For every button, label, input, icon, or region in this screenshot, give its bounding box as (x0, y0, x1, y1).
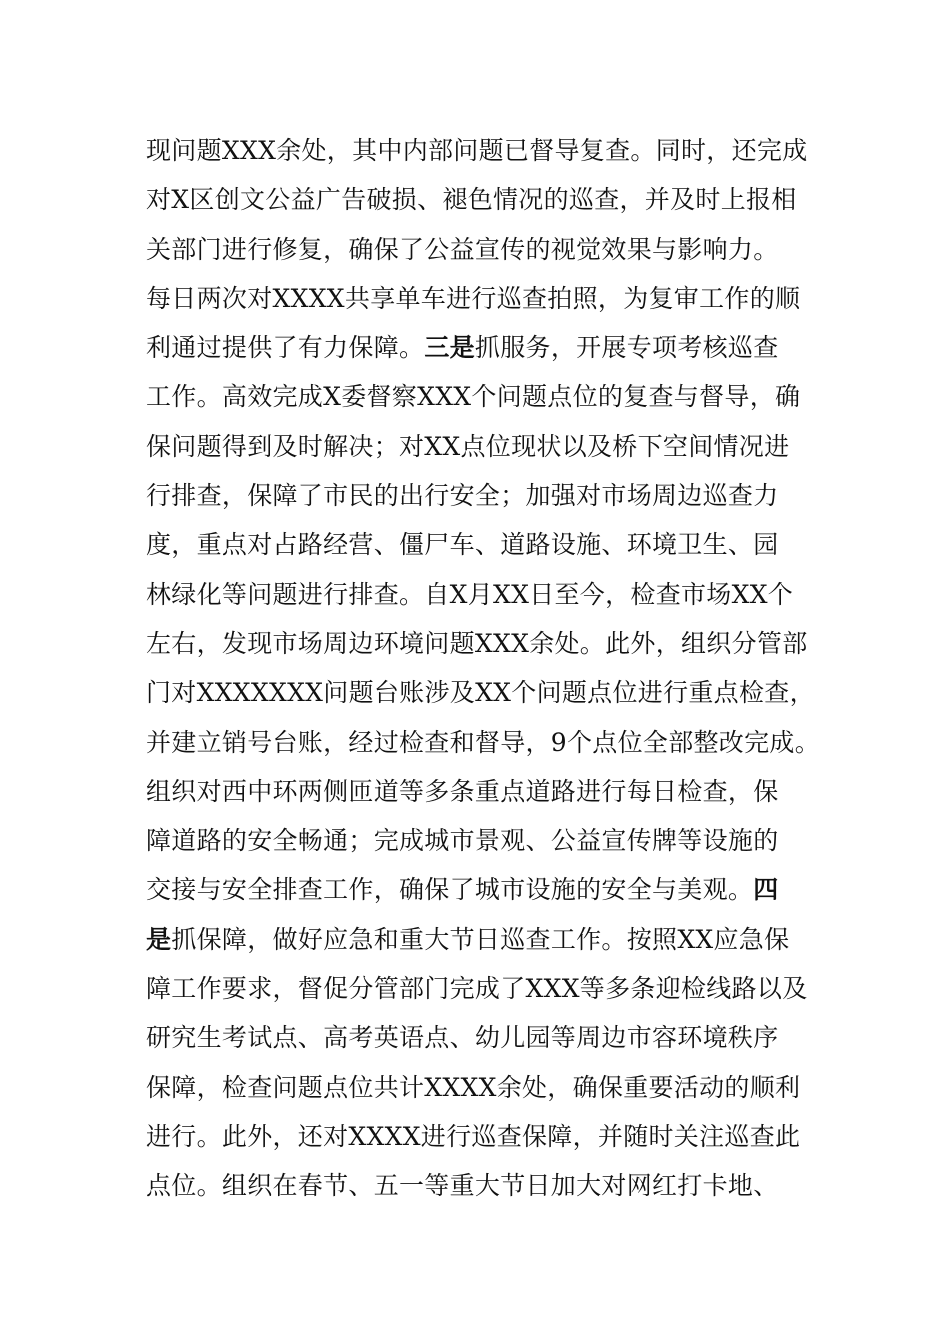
text-segment: 组织对西中环两侧匝道等多条重点道路进行每日检查，保 (146, 776, 779, 806)
text-line (146, 471, 826, 520)
text-segment: 交接与安全排查工作，确保了城市设施的安全与美观。 (146, 875, 754, 905)
text-line (146, 915, 826, 964)
text-line (146, 175, 826, 224)
text-line (146, 372, 826, 421)
emphasis-text: 三是 (424, 333, 475, 363)
text-segment: 林绿化等问题进行排查。自X月XX日至今，检查市场XX个 (146, 579, 794, 609)
text-line (146, 1013, 826, 1062)
text-line (146, 323, 826, 372)
text-segment: 保障，检查问题点位共计XXXX余处，确保重要活动的顺利 (146, 1072, 801, 1102)
text-segment: 并建立销号台账，经过检查和督导，9个点位全部整改完成。 (146, 727, 821, 757)
text-segment: 门对XXXXXXX问题台账涉及XX个问题点位进行重点检查， (146, 678, 815, 708)
text-segment: 现问题XXX余处，其中内部问题已督导复查。同时，还完成 (146, 136, 808, 165)
text-segment: 左右，发现市场周边环境问题XXX余处。此外，组织分管部 (146, 628, 808, 658)
text-segment: 利通过提供了有力保障。 (146, 333, 425, 363)
text-segment: 障工作要求，督促分管部门完成了XXX等多条迎检线路以及 (146, 974, 808, 1004)
text-line (146, 570, 826, 619)
text-line (146, 619, 826, 668)
text-segment: 工作。高效完成X委督察XXX个问题点位的复查与督导，确 (146, 382, 801, 412)
text-line (146, 126, 826, 175)
emphasis-text: 是 (146, 924, 172, 954)
text-segment: 抓服务，开展专项考核巡查 (474, 333, 779, 363)
text-segment: 保问题得到及时解决；对XX点位现状以及桥下空间情况进 (146, 431, 790, 461)
text-line (146, 816, 826, 865)
text-line (146, 668, 826, 717)
text-line (146, 865, 826, 914)
text-segment: 障道路的安全畅通；完成城市景观、公益宣传牌等设施的 (146, 826, 779, 856)
text-line (146, 520, 826, 569)
text-segment: 抓保障，做好应急和重大节日巡查工作。按照XX应急保 (171, 924, 790, 954)
emphasis-text: 四 (753, 875, 779, 905)
body-text (146, 126, 826, 1211)
text-segment: 进行。此外，还对XXXX进行巡查保障，并随时关注巡查此 (146, 1121, 801, 1151)
text-line (146, 718, 826, 767)
text-line (146, 274, 826, 323)
text-segment: 行排查，保障了市民的出行安全；加强对市场周边巡查力 (146, 481, 779, 511)
text-segment: 研究生考试点、高考英语点、幼儿园等周边市容环境秩序 (146, 1023, 779, 1053)
text-line (146, 1112, 826, 1161)
text-segment: 每日两次对XXXX共享单车进行巡查拍照，为复审工作的顺 (146, 283, 801, 313)
text-line (146, 225, 826, 274)
text-line (146, 422, 826, 471)
text-segment: 对X区创文公益广告破损、褪色情况的巡查，并及时上报相 (146, 185, 797, 215)
text-line (146, 1161, 826, 1210)
text-line (146, 1063, 826, 1112)
text-segment: 度，重点对占路经营、僵尸车、道路设施、环境卫生、园 (146, 530, 779, 560)
text-line (146, 964, 826, 1013)
text-segment: 点位。组织在春节、五一等重大节日加大对网红打卡地、 (146, 1171, 779, 1201)
text-segment: 关部门进行修复，确保了公益宣传的视觉效果与影响力。 (146, 234, 779, 264)
text-line (146, 767, 826, 816)
